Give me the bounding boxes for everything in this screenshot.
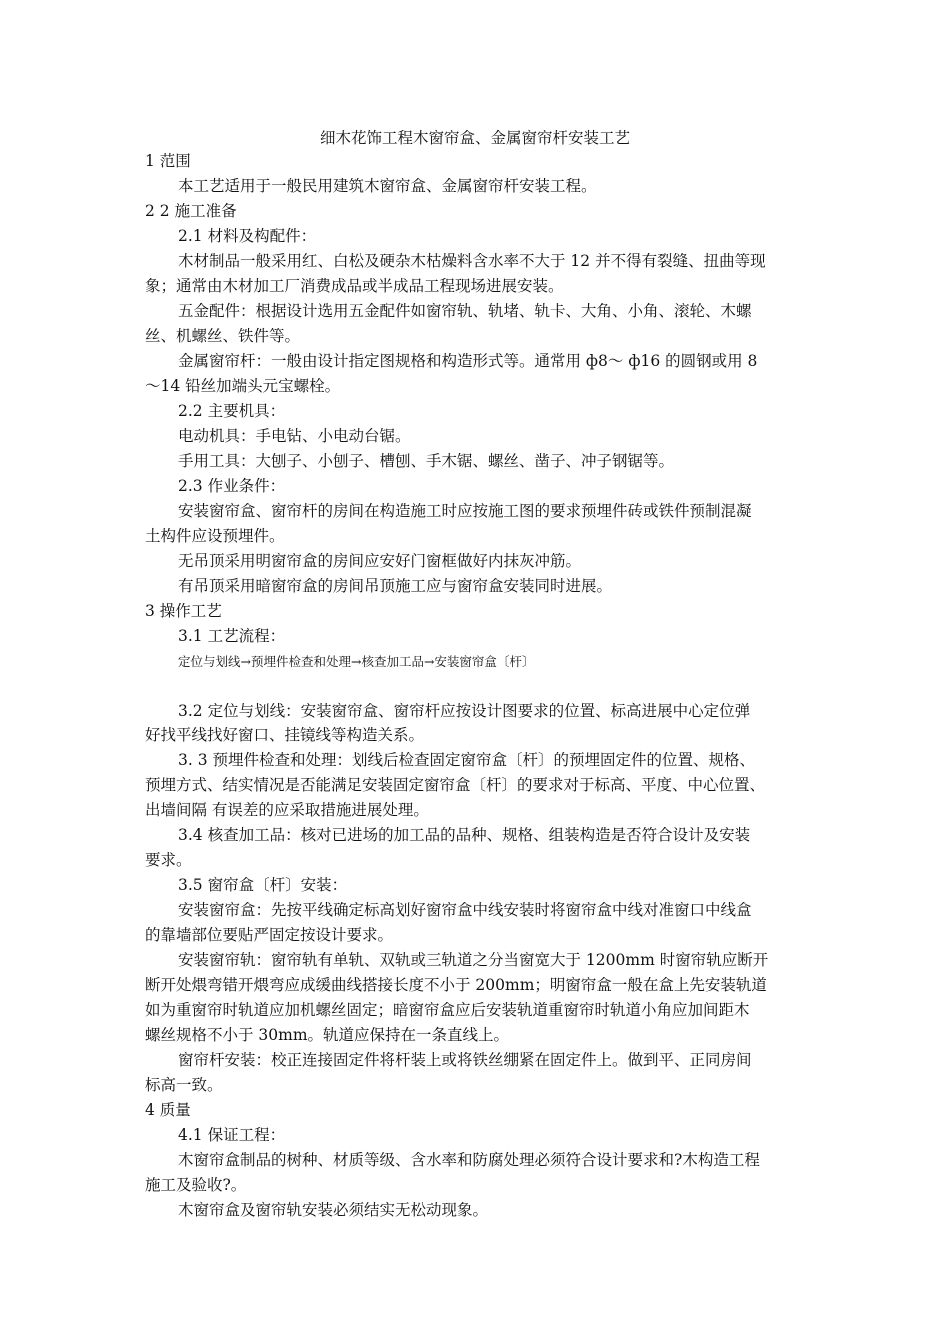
subsection-heading: 4.1 保证工程： [178, 1126, 286, 1144]
subsection-heading: 2.1 材料及构配件： [178, 227, 317, 245]
paragraph-line: 出墙间隔 有误差的应采取措施进展处理。 [145, 801, 429, 819]
subsection-heading: 3.5 窗帘盒〔杆〕安装： [178, 876, 348, 894]
subsection-heading: 2.3 作业条件： [178, 477, 286, 495]
paragraph-line: 有吊顶采用暗窗帘盒的房间吊顶施工应与窗帘盒安装同时进展。 [178, 577, 613, 595]
paragraph-line: 3.4 核查加工品：核对已进场的加工品的品种、规格、组装构造是否符合设计及安装 [178, 826, 751, 844]
paragraph-line: 安装窗帘轨：窗帘轨有单轨、双轨或三轨道之分当窗宽大于 1200mm 时窗帘轨应断开 [178, 951, 769, 969]
paragraph-line: 木材制品一般采用红、白松及硬杂木枯燥料含水率不大于 12 并不得有裂缝、扭曲等现 [178, 252, 766, 270]
paragraph-line: 安装窗帘盒、窗帘杆的房间在构造施工时应按施工图的要求预埋件砖或铁件预制混凝 [178, 502, 752, 520]
paragraph-line: 手用工具：大刨子、小刨子、槽刨、手木锯、螺丝、凿子、冲子钢锯等。 [178, 452, 675, 470]
paragraph-line: 断开处煨弯错开煨弯应成缓曲线搭接长度不小于 200mm；明窗帘盒一般在盒上先安装轨道 [145, 976, 767, 994]
paragraph-line: 如为重窗帘时轨道应加机螺丝固定；暗窗帘盒应后安装轨道重窗帘时轨道小角应加间距木 [145, 1001, 750, 1019]
paragraph-line: 安装窗帘盒：先按平线确定标高划好窗帘盒中线安装时将窗帘盒中线对准窗口中线盒 [178, 901, 752, 919]
section-heading: 2 2 施工准备 [145, 202, 237, 220]
subsection-heading: 3.1 工艺流程： [178, 627, 286, 645]
paragraph-line: 施工及验收?。 [145, 1176, 247, 1194]
paragraph-line: 的靠墙部位要贴严固定按设计要求。 [145, 926, 394, 944]
paragraph-line: 金属窗帘杆：一般由设计指定图规格和构造形式等。通常用 ф8～ ф16 的圆钢或用 8 [178, 352, 758, 370]
section-heading: 1 范围 [145, 152, 191, 170]
section-heading: 3 操作工艺 [145, 602, 222, 620]
paragraph-line: ～14 铅丝加端头元宝螺栓。 [145, 377, 341, 395]
paragraph-line: 3. 3 预埋件检查和处理：划线后检查固定窗帘盒〔杆〕的预埋固定件的位置、规格、 [178, 751, 756, 769]
paragraph-line: 木窗帘盒及窗帘轨安装必须结实无松动现象。 [178, 1201, 489, 1219]
paragraph-line: 土构件应设预埋件。 [145, 527, 285, 545]
paragraph-line: 木窗帘盒制品的树种、材质等级、含水率和防腐处理必须符合设计要求和?木构造工程 [178, 1151, 760, 1169]
process-flow: 定位与划线→预埋件检查和处理→核查加工品→安装窗帘盒〔杆〕 [178, 654, 535, 669]
paragraph-line: 电动机具：手电钻、小电动台锯。 [178, 427, 411, 445]
paragraph-line: 标高一致。 [145, 1076, 223, 1094]
paragraph-line: 要求。 [145, 851, 192, 869]
paragraph-line: 无吊顶采用明窗帘盒的房间应安好门窗框做好内抹灰冲筋。 [178, 552, 582, 570]
section-heading: 4 质量 [145, 1101, 191, 1119]
paragraph-line: 丝、机螺丝、铁件等。 [145, 327, 301, 345]
paragraph-line: 螺丝规格不小于 30mm。轨道应保持在一条直线上。 [145, 1026, 510, 1044]
paragraph-line: 好找平线找好窗口、挂镜线等构造关系。 [145, 726, 425, 744]
paragraph-line: 预埋方式、结实情况是否能满足安装固定窗帘盒〔杆〕的要求对于标高、平度、中心位置、 [145, 776, 766, 794]
paragraph-line: 本工艺适用于一般民用建筑木窗帘盒、金属窗帘杆安装工程。 [178, 177, 597, 195]
paragraph-line: 3.2 定位与划线：安装窗帘盒、窗帘杆应按设计图要求的位置、标高进展中心定位弹 [178, 702, 751, 720]
paragraph-line: 五金配件：根据设计选用五金配件如窗帘轨、轨堵、轨卡、大角、小角、滚轮、木螺 [178, 302, 752, 320]
document-title: 细木花饰工程木窗帘盒、金属窗帘杆安装工艺 [319, 129, 630, 147]
paragraph-line: 象；通常由木材加工厂消费成品或半成品工程现场进展安装。 [145, 277, 564, 295]
subsection-heading: 2.2 主要机具： [178, 402, 286, 420]
paragraph-line: 窗帘杆安装：校正连接固定件将杆装上或将铁丝绷紧在固定件上。做到平、正同房间 [178, 1051, 752, 1069]
